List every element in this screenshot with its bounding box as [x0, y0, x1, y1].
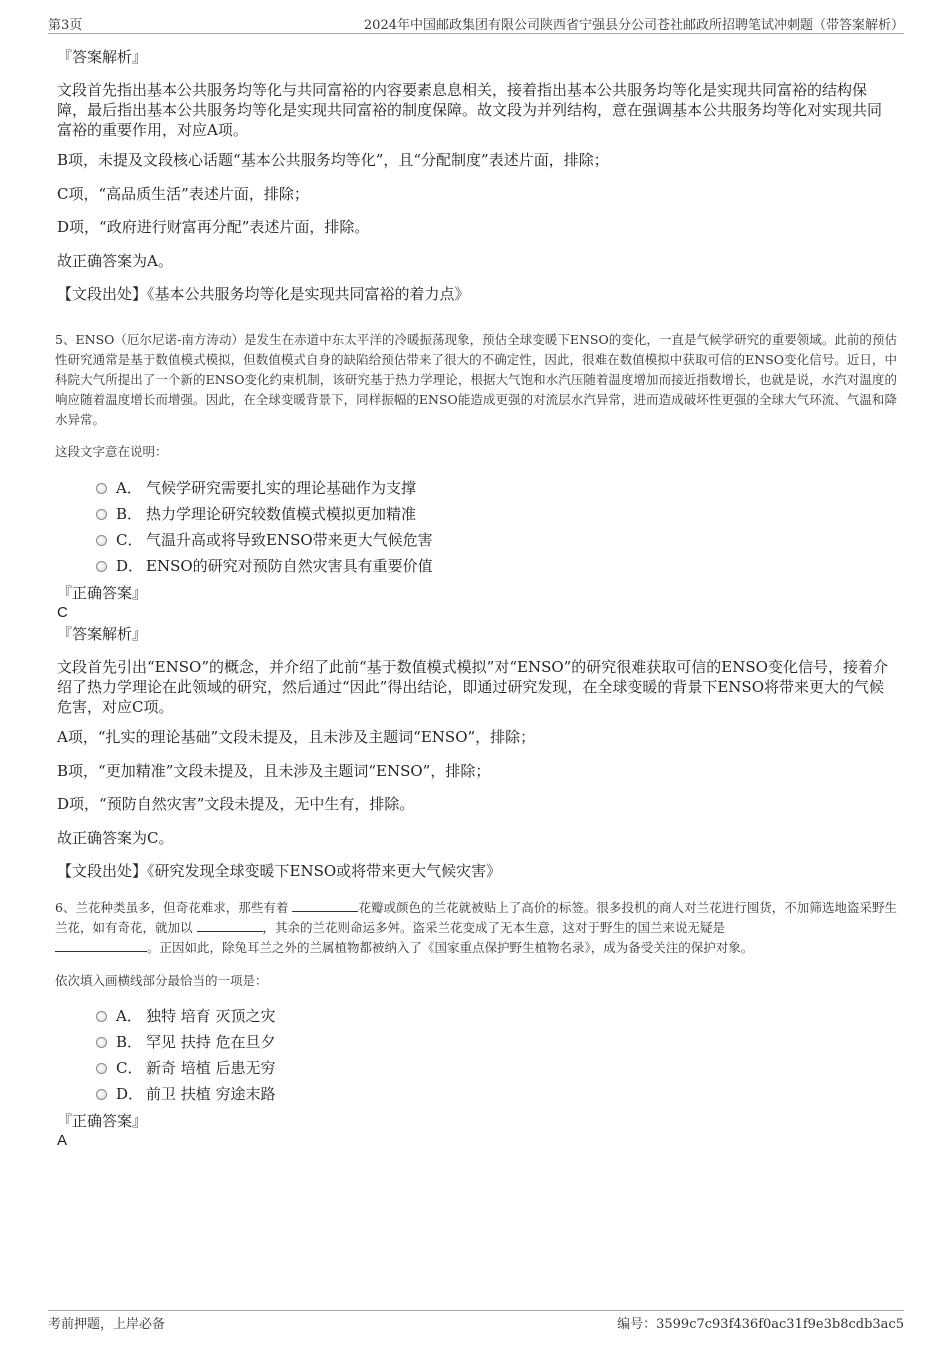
document-title: 2024年中国邮政集团有限公司陕西省宁强县分公司苍社邮政所招聘笔试冲刺题（带答案解析） — [363, 18, 904, 33]
option-text: 热力学理论研究较数值模式模拟更加精准 — [146, 505, 417, 523]
q5-analysis-label: 『答案解析』 — [57, 625, 148, 643]
q5-prompt: 这段文字意在说明： — [55, 444, 168, 459]
q6-answer: A — [57, 1132, 68, 1149]
option-letter: D． — [116, 557, 144, 575]
option-letter: C． — [116, 531, 143, 549]
option-text: 前卫 扶植 穷途末路 — [146, 1085, 276, 1103]
option-letter: B． — [116, 505, 143, 523]
q5-stem: 5、ENSO（厄尔尼诺-南方涛动）是发生在赤道中东太平洋的冷暖振荡现象，预估全球变暖下ENSO的变化，一直是气候学研究的重要领域。此前的预估性研究通常是基于数值模式模拟，但数值模式自身的缺陷给预估带来了很大的不确定性，因此，很难在数值模拟中获取可信的ENSO变化信号。近日，中科院大气所提出了一个新的ENSO变化约束机制，该研究基于热力学理论，根据大气饱和水汽压随着温度增加而接近指数增长，也就是说，水汽对温度的响应随着温度增长而增强。因此，在全球变暖背景下，同样振幅的ENSO能造成更强的对流层水汽异常，进而造成破坏性更强的全球大气环流、气温和降水异常。 — [55, 332, 897, 427]
radio-icon[interactable] — [96, 1089, 107, 1100]
option-text: 独特 培育 灭顶之灾 — [146, 1007, 276, 1025]
q5-analysis-option-a: A项，“扎实的理论基础”文段未提及，且未涉及主题词“ENSO”，排除； — [57, 728, 536, 746]
footer-slogan: 考前押题，上岸必备 — [48, 1317, 166, 1332]
radio-icon[interactable] — [96, 1037, 107, 1048]
q4-analysis-final: 故正确答案为A。 — [57, 252, 173, 270]
q6-option-d[interactable] — [96, 1084, 276, 1104]
q5-analysis-paragraph: 文段首先引出“ENSO”的概念，并介绍了此前“基于数值模式模拟”对“ENSO”的研究很难获取可信的ENSO变化信号，接着介绍了热力学理论在此领域的研究，然后通过“因此”得出结论，即通过研究发现，在全球变暖的背景下ENSO将带来更大的气候危害，对应C项。 — [57, 658, 888, 716]
q5-option-a[interactable] — [96, 478, 416, 498]
q6-stem-part4: 。正因如此，除兔耳兰之外的兰属植物都被纳入了《国家重点保护野生植物名录》，成为备受关注的保护对象。 — [147, 940, 754, 955]
option-letter: A． — [116, 1007, 142, 1025]
q4-analysis-paragraph: 文段首先指出基本公共服务均等化与共同富裕的内容要素息息相关，接着指出基本公共服务均等化是实现共同富裕的结构保障，最后指出基本公共服务均等化是实现共同富裕的制度保障。故文段为并列结构，意在强调基本公共服务均等化对实现共同富裕的重要作用，对应A项。 — [57, 81, 883, 139]
radio-icon[interactable] — [96, 1011, 107, 1022]
option-text: 罕见 扶持 危在旦夕 — [146, 1033, 276, 1051]
q5-option-d[interactable] — [96, 556, 433, 576]
q5-answer-label: 『正确答案』 — [57, 584, 148, 602]
q5-analysis-final: 故正确答案为C。 — [57, 829, 174, 847]
option-letter: C． — [116, 1059, 143, 1077]
q6-option-a[interactable] — [96, 1006, 276, 1026]
footer-divider — [48, 1310, 904, 1311]
blank-3 — [55, 939, 147, 952]
blank-1 — [292, 899, 358, 912]
option-text: ENSO的研究对预防自然灾害具有重要价值 — [146, 557, 433, 575]
radio-icon[interactable] — [96, 1063, 107, 1074]
radio-icon[interactable] — [96, 483, 107, 494]
q5-source: 【文段出处】《研究发现全球变暖下ENSO或将带来更大气候灾害》 — [57, 862, 502, 880]
option-letter: D． — [116, 1085, 144, 1103]
q4-analysis-option-d: D项，“政府进行财富再分配”表述片面，排除。 — [57, 218, 370, 236]
q6-stem-part3: ，其余的兰花则命运多舛。盗采兰花变成了无本生意，这对于野生的国兰来说无疑是 — [262, 920, 726, 935]
q4-source: 【文段出处】《基本公共服务均等化是实现共同富裕的着力点》 — [57, 285, 470, 303]
document-code: 编号：3599c7c93f436f0ac31f9e3b8cdb3ac5 — [617, 1317, 904, 1332]
q5-analysis-option-d: D项，“预防自然灾害”文段未提及，无中生有，排除。 — [57, 795, 415, 813]
option-letter: B． — [116, 1033, 143, 1051]
radio-icon[interactable] — [96, 509, 107, 520]
header-divider — [48, 33, 904, 34]
option-text: 气温升高或将导致ENSO带来更大气候危害 — [146, 531, 433, 549]
radio-icon[interactable] — [96, 535, 107, 546]
option-text: 新奇 培植 后患无穷 — [146, 1059, 276, 1077]
page-number: 第3页 — [48, 18, 83, 33]
blank-2 — [197, 919, 263, 932]
radio-icon[interactable] — [96, 561, 107, 572]
q5-option-b[interactable] — [96, 504, 416, 524]
q6-stem — [55, 898, 897, 958]
q6-answer-label: 『正确答案』 — [57, 1112, 148, 1130]
q4-analysis-option-c: C项，“高品质生活”表述片面，排除； — [57, 185, 309, 203]
q5-analysis-option-b: B项，“更加精准”文段未提及，且未涉及主题词“ENSO”，排除； — [57, 762, 491, 780]
q6-option-b[interactable] — [96, 1032, 276, 1052]
q6-stem-part1: 6、兰花种类虽多，但奇花难求，那些有着 — [55, 900, 289, 915]
q6-prompt: 依次填入画横线部分最恰当的一项是： — [55, 973, 268, 988]
q5-answer: C — [57, 604, 68, 621]
q4-analysis-label: 『答案解析』 — [57, 48, 148, 66]
q6-option-c[interactable] — [96, 1058, 276, 1078]
option-letter: A． — [116, 479, 142, 497]
option-text: 气候学研究需要扎实的理论基础作为支撑 — [146, 479, 417, 497]
q6-stem-part2: 花瓣或颜色的兰花就被贴上了高价的标签。很多投机的商人对兰花进行囤货，不加筛选地盗采野生兰花，如有奇花，就加以 — [55, 900, 897, 935]
q5-option-c[interactable] — [96, 530, 433, 550]
q4-analysis-option-b: B项，未提及文段核心话题“基本公共服务均等化”，且“分配制度”表述片面，排除； — [57, 151, 609, 169]
